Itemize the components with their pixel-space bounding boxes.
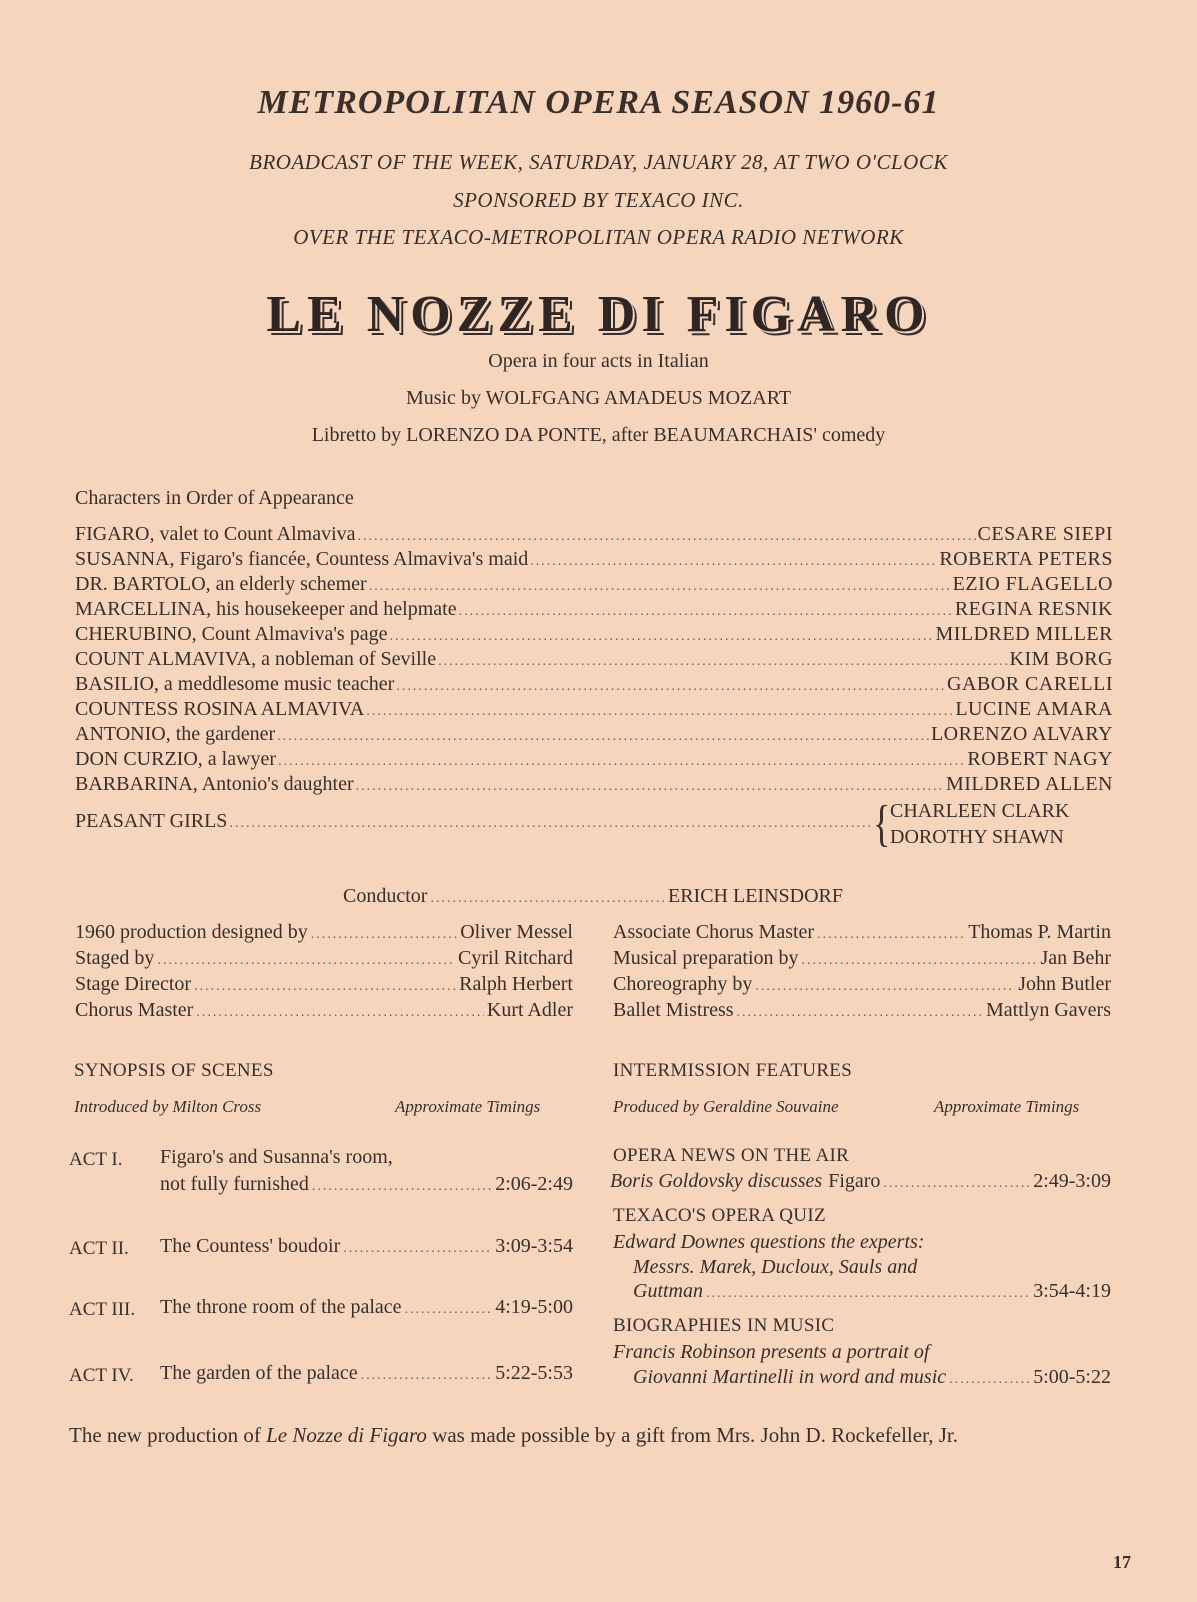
singer: LUCINE AMARA bbox=[955, 698, 1113, 720]
feature-desc: Messrs. Marek, Ducloux, Sauls and bbox=[633, 1256, 918, 1278]
act-timing-row bbox=[160, 1235, 573, 1261]
cast-row bbox=[75, 623, 1113, 648]
feature-title: TEXACO'S OPERA QUIZ bbox=[613, 1205, 826, 1226]
opera-acts: Opera in four acts in Italian bbox=[488, 350, 709, 372]
role: CHERUBINO, Count Almaviva's page bbox=[75, 623, 388, 645]
credit-row bbox=[75, 973, 573, 998]
synopsis-timings-label: Approximate Timings bbox=[395, 1097, 541, 1116]
act-time: 2:06-2:49 bbox=[495, 1173, 573, 1195]
cast-row-peasant bbox=[75, 810, 875, 835]
act-timing-row bbox=[160, 1173, 573, 1199]
cast-row bbox=[75, 723, 1113, 748]
characters-heading: Characters in Order of Appearance bbox=[75, 487, 354, 509]
feature-title: OPERA NEWS ON THE AIR bbox=[613, 1145, 850, 1166]
opera-libretto: Libretto by LORENZO DA PONTE, after BEAUMARCHAIS' comedy bbox=[311, 424, 886, 446]
credit-label: Choreography by bbox=[613, 973, 753, 995]
feature-time: 5:00-5:22 bbox=[1033, 1366, 1111, 1388]
footer-text: was made possible by a gift from Mrs. John D. Rockefeller, Jr. bbox=[432, 1423, 958, 1447]
act-label: ACT I. bbox=[69, 1149, 123, 1170]
act-scene-cont: not fully furnished bbox=[160, 1173, 309, 1195]
act-scene: Figaro's and Susanna's room, bbox=[160, 1146, 393, 1168]
credit-row bbox=[75, 921, 573, 946]
role: DON CURZIO, a lawyer bbox=[75, 748, 277, 770]
feature-timing-row bbox=[610, 1170, 1111, 1196]
page-number: 17 bbox=[1113, 1552, 1131, 1572]
feature-desc: Guttman bbox=[633, 1280, 703, 1302]
cast-row bbox=[75, 773, 1113, 798]
feature-desc: Edward Downes questions the experts: bbox=[613, 1231, 925, 1253]
conductor-name: ERICH LEINSDORF bbox=[667, 885, 843, 907]
singer: LORENZO ALVARY bbox=[930, 723, 1113, 745]
season-title: METROPOLITAN OPERA SEASON 1960-61 bbox=[257, 84, 940, 121]
cast-row bbox=[75, 673, 1113, 698]
credit-row bbox=[75, 999, 573, 1024]
singer: EZIO FLAGELLO bbox=[952, 573, 1113, 595]
role: PEASANT GIRLS bbox=[75, 810, 228, 832]
singer: REGINA RESNIK bbox=[954, 598, 1113, 620]
feature-timing-row bbox=[633, 1366, 1111, 1392]
singer: ROBERT NAGY bbox=[967, 748, 1113, 770]
sponsor-line: SPONSORED BY TEXACO INC. bbox=[453, 188, 744, 212]
singer: DOROTHY SHAWN bbox=[890, 826, 1064, 848]
act-scene: The throne room of the palace bbox=[160, 1296, 402, 1318]
act-scene: The garden of the palace bbox=[160, 1362, 358, 1384]
credit-value: Cyril Ritchard bbox=[458, 947, 573, 969]
role: MARCELLINA, his housekeeper and helpmate bbox=[75, 598, 457, 620]
conductor-row bbox=[343, 885, 843, 910]
feature-desc: Boris Goldovsky discusses bbox=[610, 1170, 823, 1192]
role: SUSANNA, Figaro's fiancée, Countess Almaviva's maid bbox=[75, 548, 529, 570]
singer: CESARE SIEPI bbox=[977, 523, 1113, 545]
feature-time: 2:49-3:09 bbox=[1033, 1170, 1111, 1192]
act-time: 4:19-5:00 bbox=[495, 1296, 573, 1318]
credit-value: Mattlyn Gavers bbox=[986, 999, 1111, 1021]
credit-row bbox=[613, 921, 1111, 946]
role: DR. BARTOLO, an elderly schemer bbox=[75, 573, 367, 595]
credit-label: Staged by bbox=[75, 947, 155, 969]
cast-row bbox=[75, 648, 1113, 673]
act-label: ACT IV. bbox=[69, 1365, 134, 1386]
footer-opera-title: Le Nozze di Figaro bbox=[266, 1423, 427, 1447]
intermission-timings-label: Approximate Timings bbox=[934, 1097, 1080, 1116]
cast-row bbox=[75, 573, 1113, 598]
role: ANTONIO, the gardener bbox=[75, 723, 276, 745]
opera-title: LE NOZZE DI FIGARO bbox=[266, 286, 931, 343]
credit-row bbox=[613, 947, 1111, 972]
role: COUNTESS ROSINA ALMAVIVA bbox=[75, 698, 365, 720]
credit-label: Stage Director bbox=[75, 973, 192, 995]
credit-value: Oliver Messel bbox=[460, 921, 573, 943]
role: FIGARO, valet to Count Almaviva bbox=[75, 523, 356, 545]
singer: ROBERTA PETERS bbox=[939, 548, 1113, 570]
credit-value: Thomas P. Martin bbox=[968, 921, 1111, 943]
cast-row bbox=[75, 548, 1113, 573]
footer-text: The new production of bbox=[69, 1423, 261, 1447]
singer: KIM BORG bbox=[1009, 648, 1113, 670]
act-timing-row bbox=[160, 1296, 573, 1322]
feature-title: BIOGRAPHIES IN MUSIC bbox=[613, 1315, 835, 1336]
opera-music: Music by WOLFGANG AMADEUS MOZART bbox=[405, 387, 792, 409]
conductor-label: Conductor bbox=[343, 885, 428, 907]
act-label: ACT II. bbox=[69, 1238, 129, 1259]
synopsis-introduced: Introduced by Milton Cross bbox=[74, 1097, 262, 1116]
singer: CHARLEEN CLARK bbox=[890, 800, 1070, 822]
singer: MILDRED MILLER bbox=[935, 623, 1113, 645]
cast-row bbox=[75, 523, 1113, 548]
feature-time: 3:54-4:19 bbox=[1033, 1280, 1111, 1302]
credit-value: John Butler bbox=[1018, 973, 1111, 995]
credit-label: 1960 production designed by bbox=[75, 921, 308, 943]
singer: GABOR CARELLI bbox=[947, 673, 1113, 695]
network-line: OVER THE TEXACO-METROPOLITAN OPERA RADIO NETWORK bbox=[293, 225, 904, 249]
intermission-heading: INTERMISSION FEATURES bbox=[613, 1060, 853, 1081]
intermission-produced: Produced by Geraldine Souvaine bbox=[613, 1097, 839, 1116]
feature-desc: Francis Robinson presents a portrait of bbox=[613, 1341, 930, 1363]
credit-value: Ralph Herbert bbox=[459, 973, 573, 995]
cast-row bbox=[75, 748, 1113, 773]
singer: MILDRED ALLEN bbox=[945, 773, 1113, 795]
credit-row bbox=[613, 973, 1111, 998]
role: BASILIO, a meddlesome music teacher bbox=[75, 673, 395, 695]
brace-icon: { bbox=[873, 795, 891, 852]
credit-label: Chorus Master bbox=[75, 999, 194, 1021]
credit-label: Ballet Mistress bbox=[613, 999, 734, 1021]
synopsis-heading: SYNOPSIS OF SCENES bbox=[74, 1060, 274, 1081]
feature-timing-row bbox=[633, 1280, 1111, 1306]
role: COUNT ALMAVIVA, a nobleman of Seville bbox=[75, 648, 437, 670]
cast-row bbox=[75, 598, 1113, 623]
credit-value: Jan Behr bbox=[1040, 947, 1111, 969]
credit-row bbox=[75, 947, 573, 972]
act-label: ACT III. bbox=[69, 1299, 136, 1320]
broadcast-line: BROADCAST OF THE WEEK, SATURDAY, JANUARY 28, AT TWO O'CLOCK bbox=[249, 150, 948, 174]
feature-desc-opera: Figaro bbox=[828, 1170, 881, 1192]
credit-label: Musical preparation by bbox=[613, 947, 799, 969]
feature-desc: Giovanni Martinelli in word and music bbox=[633, 1366, 947, 1388]
act-scene: The Countess' boudoir bbox=[160, 1235, 341, 1257]
credit-label: Associate Chorus Master bbox=[613, 921, 815, 943]
credit-row bbox=[613, 999, 1111, 1024]
act-timing-row bbox=[160, 1362, 573, 1388]
role: BARBARINA, Antonio's daughter bbox=[75, 773, 354, 795]
act-time: 5:22-5:53 bbox=[495, 1362, 573, 1384]
cast-row bbox=[75, 698, 1113, 723]
footer-note bbox=[69, 1423, 958, 1448]
act-time: 3:09-3:54 bbox=[495, 1235, 573, 1257]
credit-value: Kurt Adler bbox=[486, 999, 573, 1021]
